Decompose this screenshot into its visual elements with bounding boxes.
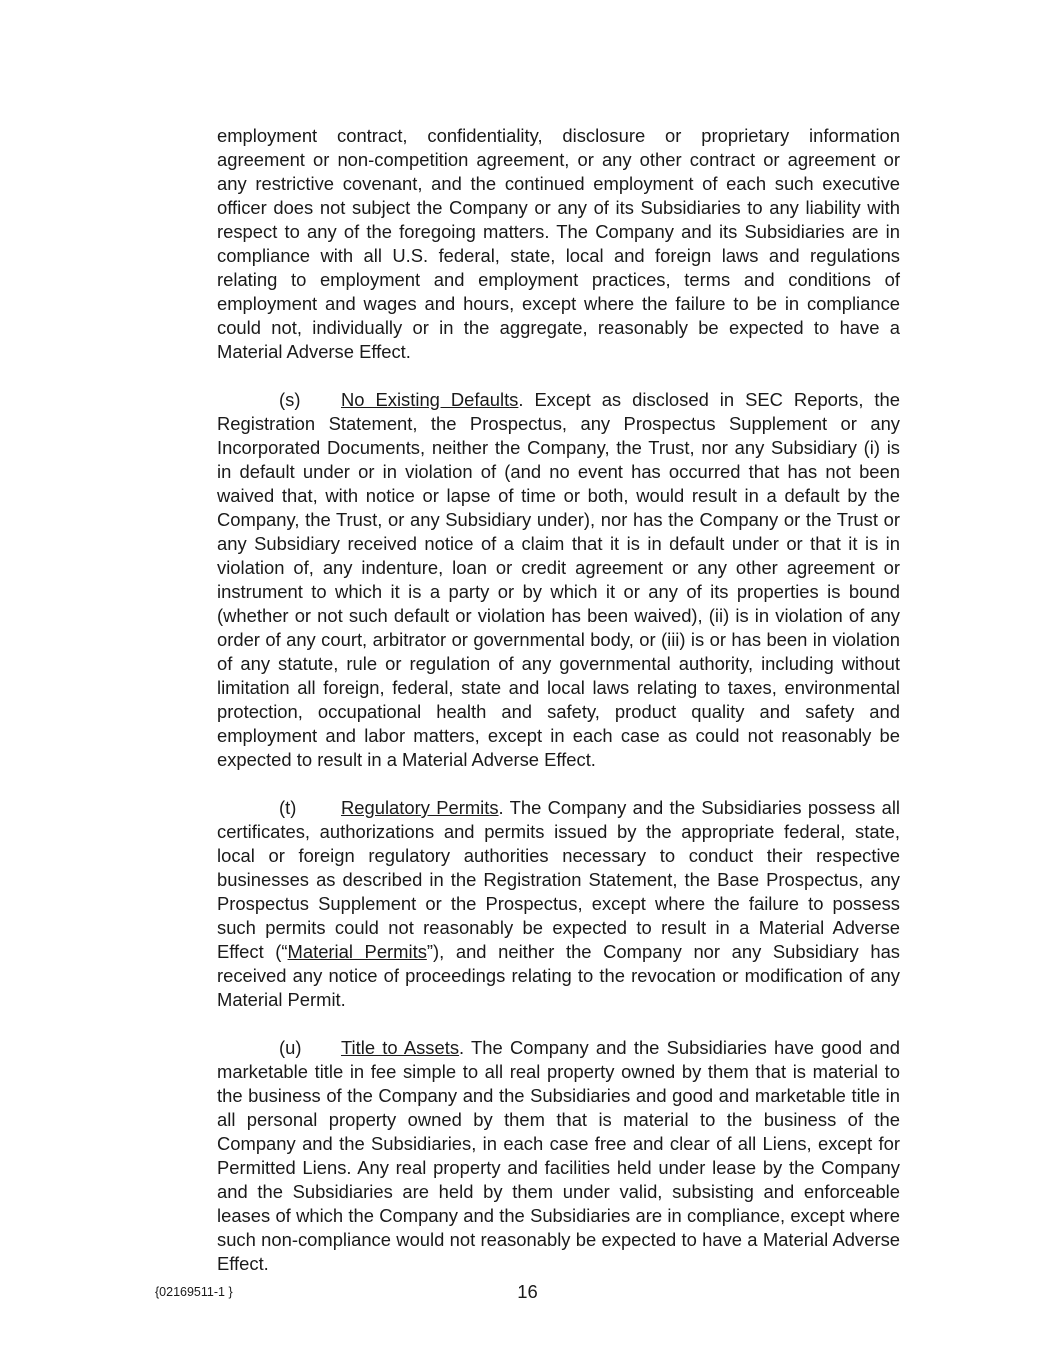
paragraph-text-continued: ”), and neither the Company nor any Subsidiary has received any notice of proceedings relating to the revocation or modification of any Material Permit.	[217, 941, 900, 1010]
paragraph-text: . The Company and the Subsidiaries have good and marketable title in fee simple to all real property owned by them that is material to the business of the Company and the Subsidiaries and good and marketable title in all personal property owned by them that is material to the business of the Company and the Subsidiaries, in each case free and clear of all Liens, except for Permitted Liens. Any real property and facilities held under lease by the Company and the Subsidiaries are held by them under valid, subsisting and enforceable leases of which the Company and the Subsidiaries are in compliance, except where such non-compliance would not reasonably be expected to have a Material Adverse Effect.	[217, 1037, 900, 1274]
paragraph-text: . Except as disclosed in SEC Reports, the Registration Statement, the Prospectus, any Prospectus Supplement or any Incorporated Documents, neither the Company, the Trust, nor any Subsidiary (i) is in default under or in violation of (and no event has occurred that has not been waived that, with notice or lapse of time or both, would result in a default by the Company, the Trust, or any Subsidiary under), nor has the Company or the Trust or any Subsidiary received notice of a claim that it is in default under or that it is in violation of, any indenture, loan or credit agreement or any other agreement or instrument to which it is a party or by which it or any of its properties is bound (whether or not such default or violation has been waived), (ii) is in violation of any order of any court, arbitrator or governmental body, or (iii) is or has been in violation of any statute, rule or regulation of any governmental authority, including without limitation all foreign, federal, state and local laws relating to taxes, environmental protection, occupational health and safety, product quality and safety and employment and labor matters, except in each case as could not reasonably be expected to result in a Material Adverse Effect.	[217, 389, 900, 770]
document-id: {02169511-1 }	[155, 1285, 233, 1299]
section-heading: No Existing Defaults	[341, 389, 519, 410]
section-label: (s)	[279, 389, 301, 410]
page-number: 16	[517, 1281, 538, 1302]
paragraph-text: employment contract, confidentiality, disclosure or proprietary information agreement or non-competition agreement, or any other contract or agreement or any restrictive covenant, and the continued employment of each such executive officer does not subject the Company or any of its Subsidiaries to any liability with respect to any of the foregoing matters. The Company and its Subsidiaries are in compliance with all U.S. federal, state, local and foreign laws and regulations relating to employment and employment practices, terms and conditions of employment and wages and hours, except where the failure to be in compliance could not, individually or in the aggregate, reasonably be expected to have a Material Adverse Effect.	[217, 125, 900, 362]
document-body	[217, 124, 900, 1300]
paragraph-r-continuation	[217, 124, 900, 364]
section-heading: Title to Assets	[341, 1037, 460, 1058]
section-heading: Regulatory Permits	[341, 797, 499, 818]
paragraph-t-regulatory-permits	[217, 796, 900, 1012]
paragraph-text: . The Company and the Subsidiaries possess all certificates, authorizations and permits issued by the appropriate federal, state, local or foreign regulatory authorities necessary to conduct their respective businesses as described in the Registration Statement, the Base Prospectus, any Prospectus Supplement or the Prospectus, except where the failure to possess such permits could not reasonably be expected to result in a Material Adverse Effect (“	[217, 797, 900, 962]
paragraph-s-no-existing-defaults	[217, 388, 900, 772]
section-label: (t)	[279, 797, 297, 818]
defined-term: Material Permits	[287, 941, 427, 962]
paragraph-u-title-to-assets	[217, 1036, 900, 1276]
section-label: (u)	[279, 1037, 302, 1058]
